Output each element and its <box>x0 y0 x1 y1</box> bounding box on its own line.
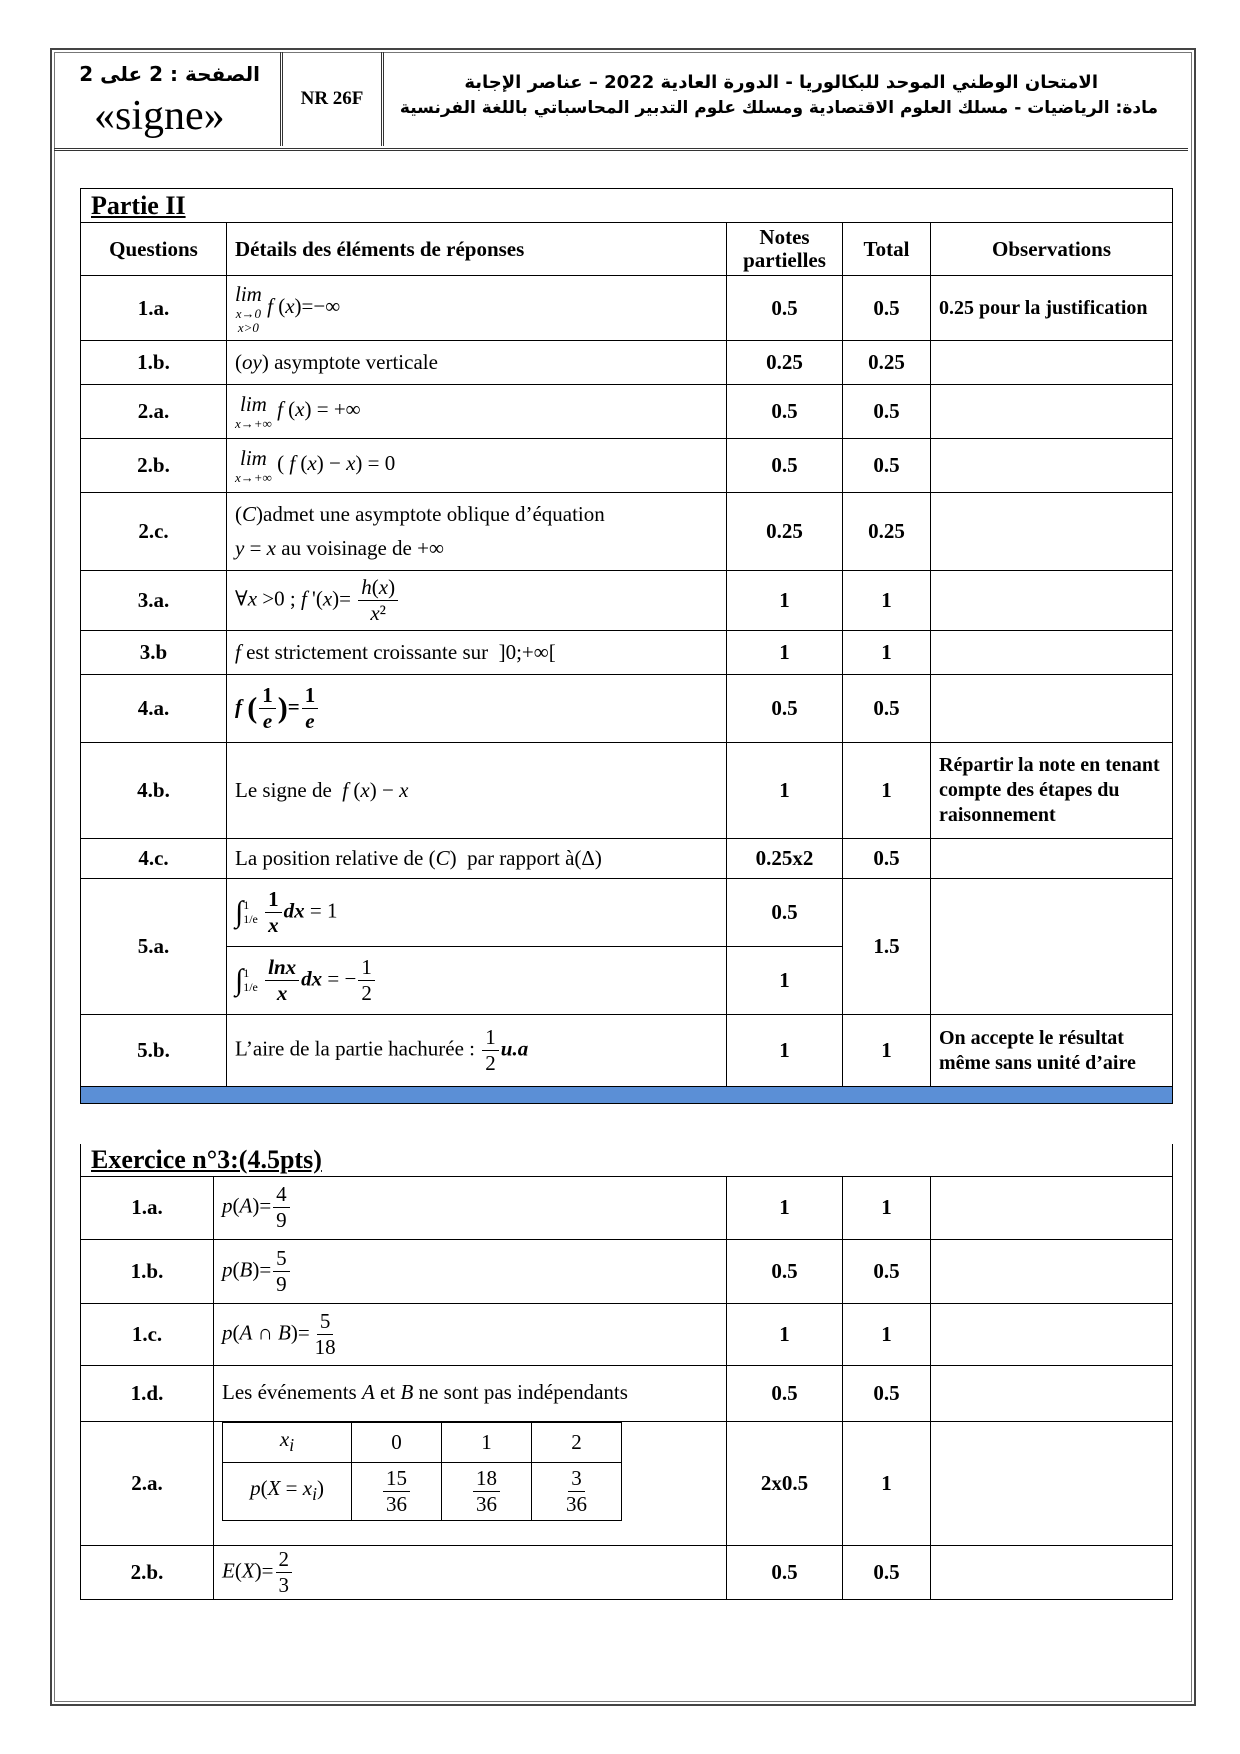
answer-formula <box>214 1421 727 1545</box>
question-number: 2.b. <box>81 439 227 493</box>
answer-text: L’aire de la partie hachurée : <box>235 1036 476 1061</box>
table-row <box>81 1365 1173 1421</box>
p-denominator: 36 <box>386 1491 407 1516</box>
answer-formula: E(X)= $\frac{2}{3}$ <box>214 1545 727 1599</box>
question-number: 4.b. <box>81 743 227 839</box>
partial-note: 1 <box>727 743 843 839</box>
table-row <box>81 276 1173 341</box>
answer-formula: La position relative de (C) par rapport à(Δ) <box>227 839 727 879</box>
header-notes: Notes partielles <box>727 223 843 276</box>
question-number: 5.b. <box>81 1015 227 1087</box>
table-row <box>81 675 1173 743</box>
total: 1 <box>843 743 931 839</box>
total: 0.5 <box>843 385 931 439</box>
exam-title: الامتحان الوطني الموحد للبكالوريا - الدورة العادية 2022 – عناصر الإجابة <box>464 72 1098 93</box>
partial-note: 0.5 <box>727 439 843 493</box>
total: 0.5 <box>843 276 931 341</box>
observation: Répartir la note en tenant compte des étapes du raisonnement <box>931 743 1173 839</box>
total: 0.5 <box>843 839 931 879</box>
answer-formula: lim x→0 x>0 f (x)=−∞ <box>227 276 727 341</box>
partial-note: 1 <box>727 1015 843 1087</box>
question-number: 1.c. <box>81 1303 214 1365</box>
partial-note: 0.25 <box>727 493 843 571</box>
header-observations: Observations <box>931 223 1173 276</box>
answer-text: Le signe de <box>235 778 332 802</box>
partial-note: 0.25 <box>727 341 843 385</box>
partial-note: 1 <box>727 1176 843 1239</box>
answer-formula: Le signe de f (x) − x <box>227 743 727 839</box>
exercice3-title: Exercice n°3:(4.5pts) <box>81 1144 1173 1176</box>
observation: On accepte le résultat même sans unité d’aire <box>931 1015 1173 1087</box>
p-denominator: 36 <box>566 1491 587 1516</box>
question-number: 4.a. <box>81 675 227 743</box>
partial-note: 1 <box>727 1303 843 1365</box>
signe-label: «signe» <box>94 93 225 139</box>
total: 0.25 <box>843 341 931 385</box>
question-number: 1.a. <box>81 276 227 341</box>
header <box>54 52 1188 151</box>
partial-note: 0.5 <box>727 385 843 439</box>
total: 0.5 <box>843 675 931 743</box>
header-details: Détails des éléments de réponses <box>227 223 727 276</box>
exam-subject: مادة: الرياضيات - مسلك العلوم الاقتصادية ومسلك علوم التدبير المحاسباتي باللغة الفرنسية <box>399 98 1158 118</box>
header-questions: Questions <box>81 223 227 276</box>
exam-code: NR 26F <box>300 88 364 109</box>
table-row <box>81 1421 1173 1545</box>
section-divider <box>81 1087 1173 1104</box>
page-number: الصفحة : 2 على 2 <box>79 62 260 86</box>
table-row <box>81 493 1173 571</box>
partial-note: 0.5 <box>727 1239 843 1303</box>
answer-formula: Les événements A et B ne sont pas indépendants <box>214 1365 727 1421</box>
answer-text: et <box>380 1380 396 1405</box>
table-row <box>81 385 1173 439</box>
answer-text: La position relative de <box>235 846 424 870</box>
p-numerator: 15 <box>383 1468 410 1492</box>
partial-note: 0.25x2 <box>727 839 843 879</box>
answer-formula: (C)admet une asymptote oblique d’équation y = x au voisinage de +∞ <box>227 493 727 571</box>
header-page-box <box>54 52 283 146</box>
partial-note: 0.5 <box>727 1365 843 1421</box>
partial-note: 0.5 <box>727 879 843 947</box>
p-denominator: 36 <box>476 1491 497 1516</box>
partial-note: 1 <box>727 631 843 675</box>
partie2-table <box>80 188 1173 1104</box>
table-row <box>81 1545 1173 1599</box>
question-number: 2.c. <box>81 493 227 571</box>
xi-value: 2 <box>532 1422 622 1462</box>
question-number: 4.c. <box>81 839 227 879</box>
answer-formula: p(A)= $\frac{4}{9}$ <box>214 1176 727 1239</box>
question-number: 3.a. <box>81 571 227 631</box>
partial-note: 0.5 <box>727 1545 843 1599</box>
probability-law-table: $x_i$ 0 1 2 $p(X = x_i)$ $\frac{15}{36}$ $\frac{18}{36}$ $\frac{3}{36}$ <box>222 1422 622 1521</box>
answer-formula: (oy) asymptote verticale <box>227 341 727 385</box>
question-number: 1.d. <box>81 1365 214 1421</box>
question-number: 3.b <box>81 631 227 675</box>
total: 0.5 <box>843 1545 931 1599</box>
question-number: 2.a. <box>81 385 227 439</box>
xi-value: 0 <box>352 1422 442 1462</box>
total: 1 <box>843 1015 931 1087</box>
answer-formula: ∀x >0 ; f '(x)= $\frac{h(x)}{\text{x²}}$ <box>227 571 727 631</box>
exercice3-table <box>80 1144 1173 1600</box>
total: 1 <box>843 631 931 675</box>
answer-formula: lim x→+∞ ( f (x) − x) = 0 <box>227 439 727 493</box>
xi-value: 1 <box>442 1422 532 1462</box>
answer-formula: lim x→+∞ f (x) = +∞ <box>227 385 727 439</box>
table-row <box>81 439 1173 493</box>
table-row <box>81 341 1173 385</box>
answer-text: Les événements <box>222 1380 357 1405</box>
total: 0.5 <box>843 1365 931 1421</box>
answer-text: au voisinage de <box>281 535 412 560</box>
partial-note: 0.5 <box>727 276 843 341</box>
answer-text: est strictement croissante sur <box>246 640 489 664</box>
total: 1 <box>843 1176 931 1239</box>
total: 1.5 <box>843 879 931 1015</box>
total: 1 <box>843 571 931 631</box>
answer-formula: ∫1 1/e $\frac{1}{x}$ dx = 1 <box>227 879 727 947</box>
table-row <box>81 839 1173 879</box>
answer-formula: p(B)= $\frac{5}{9}$ <box>214 1239 727 1303</box>
total: 1 <box>843 1421 931 1545</box>
answer-formula: ∫1 1/e $\frac{\ln x}{x}$ dx = − $\frac{1}{2}$ <box>227 947 727 1015</box>
partie2-title: Partie II <box>81 189 1173 223</box>
answer-formula: f est strictement croissante sur ]0;+∞[ <box>227 631 727 675</box>
question-number: 2.a. <box>81 1421 214 1545</box>
total: 1 <box>843 1303 931 1365</box>
partial-note: 1 <box>727 571 843 631</box>
table-row <box>81 1239 1173 1303</box>
table-row <box>81 571 1173 631</box>
header-total: Total <box>843 223 931 276</box>
partial-note: 0.5 <box>727 675 843 743</box>
partial-note: 1 <box>727 947 843 1015</box>
question-number: 1.b. <box>81 1239 214 1303</box>
answer-text: asymptote verticale <box>274 350 438 374</box>
table-row <box>81 1176 1173 1239</box>
p-numerator: 18 <box>473 1468 500 1492</box>
answer-text: admet une asymptote oblique d’équation <box>263 501 605 526</box>
header-code-box <box>283 52 384 146</box>
answer-text: ne sont pas indépendants <box>418 1380 628 1405</box>
table-row <box>81 743 1173 839</box>
table-row <box>81 1015 1173 1087</box>
answer-formula: p(A ∩ B)= $\frac{5}{18}$ <box>214 1303 727 1365</box>
question-number: 2.b. <box>81 1545 214 1599</box>
observation: 0.25 pour la justification <box>931 276 1173 341</box>
answer-formula: L’aire de la partie hachurée : $\frac{1}{2}$ u.a <box>227 1015 727 1087</box>
question-number: 1.a. <box>81 1176 214 1239</box>
table-row <box>81 879 1173 947</box>
answer-text: par rapport à <box>467 846 575 870</box>
total: 0.5 <box>843 1239 931 1303</box>
table-row <box>81 1303 1173 1365</box>
question-number: 1.b. <box>81 341 227 385</box>
p-numerator: 3 <box>568 1468 585 1492</box>
total: 0.25 <box>843 493 931 571</box>
table-row <box>81 631 1173 675</box>
question-number: 5.a. <box>81 879 227 1015</box>
partial-note: 2x0.5 <box>727 1421 843 1545</box>
answer-formula: f ( $\frac{1}{e}$ )= $\frac{1}{e}$ <box>227 675 727 743</box>
total: 0.5 <box>843 439 931 493</box>
